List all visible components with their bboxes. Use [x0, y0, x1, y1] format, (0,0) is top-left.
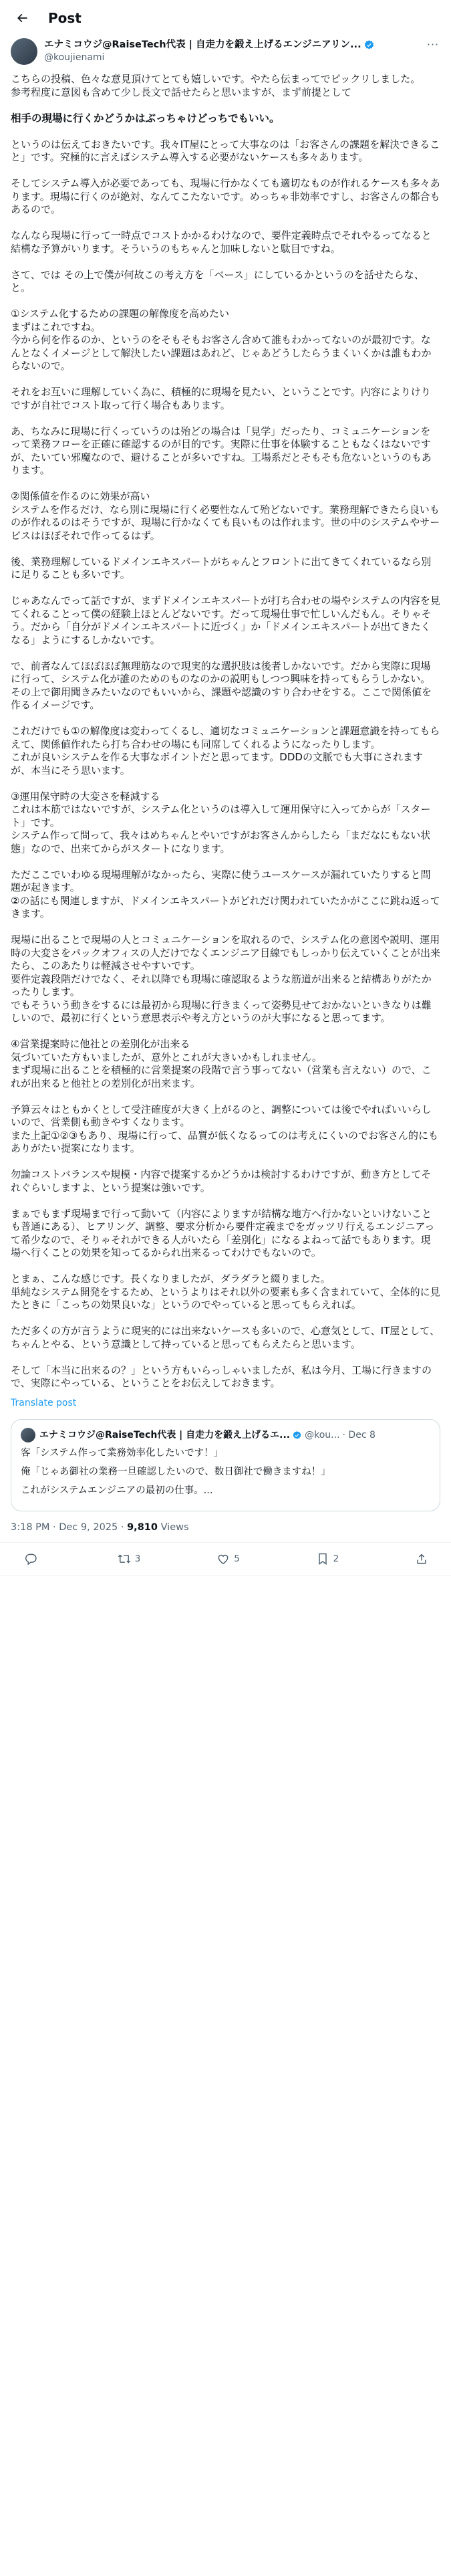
post-paragraph: それをお互いに理解していく為に、積極的に現場を見たい、ということです。内容によりけりですが自社でコスト取って行く場合もあります。: [11, 386, 431, 411]
post-paragraph: 予算云々はともかくとして受注確度が大きく上がるのと、調整については後でやればいいらしいので、営業側も動きやすくなります。 また上記①②③もあり、現場に行って、品質が低くなるってのは考えにくいのでお客さん的にもありがたい提案になります。: [11, 1103, 439, 1154]
post-meta: [0, 1511, 451, 1543]
back-arrow-icon: [15, 11, 29, 25]
post-paragraph: ①システム化するための課題の解像度を高めたい まずはこれですね。 今から何を作るのか、というのをそもそもお客さん含めて誰もわかってないのが最初です。なんとなくイメージとして解決したい課題はあれど、じゃあどうしたらうまくいくかは誰もわからないので。: [11, 308, 432, 372]
repost-button[interactable]: [118, 1552, 141, 1566]
post-paragraph: こちらの投稿、色々な意見頂けてとても嬉しいです。やたら伝まってでピックリしました。 参考程度に意図も含めて少し長文で話せたらと思いますが、まず前提として: [11, 73, 421, 98]
post-paragraph: ただ多くの方が言うように現実的には出来ないケースも多いので、心意気として、IT屋として、ちゃんとやる、という意識として持っていると思ってもらえたらと思います。: [11, 1325, 440, 1350]
author-name[interactable]: エナミコウジ@RaiseTech代表 | 自走力を鍛え上げるエンジニアリン...: [44, 39, 361, 50]
post-paragraph: なんなら現場に行って一時点でコストかかるわけなので、要件定義時点でそれやるってなると結構な予算がいります。そういうのもちゃんと加味しないと駄目ですね。: [11, 229, 432, 255]
post-paragraph: 勿論コストバランスや規模・内容で提案するかどうかは検討するわけですが、動き方としてそれぐらいしますよ、という提案は強いです。: [11, 1168, 432, 1194]
quoted-avatar: [21, 1428, 35, 1442]
views-count: 9,810: [127, 1522, 158, 1533]
quoted-text: [21, 1446, 430, 1497]
post-text: [0, 65, 451, 1390]
action-bar: [0, 1543, 451, 1576]
post-paragraph: まぁでもまず現場まで行って動いて（内容によりますが結構な地方へ行かないといけないことも普通にある）、ヒアリング、調整、要求分析から要件定義までをガッツリ行えるエンジニアって希少なので、そりゃそれができる人がいたら「差別化」になるよねって話でもあります。現場へ行くことの効果を知ってるかられ出来るってわけでもないので。: [11, 1207, 435, 1259]
quoted-post-header: [21, 1428, 430, 1442]
post-paragraph: ④営業提案時に他社との差別化が出来る 気づいていた方もいましたが、意外とこれが大きいかもしれません。 まず現場に出ることを積極的に営業提案の段階で言う事ってない（営業も言えない）ので、これが出来ると他社との差別化が出来ます。: [11, 1038, 432, 1089]
top-bar: [0, 0, 451, 35]
post-paragraph: そして「本当に出来るの？」という方もいらっしゃいましたが、私は今月、工場に行きますので、実際にやっている、ということをお伝えしておきます。: [11, 1364, 432, 1389]
post-paragraph: で、前者なんてほぼほぼ無理筋なので現実的な選択肢は後者しかないです。だから実際に現場に行って、システム化が誰のためのものなのかの説明もしつつ興味を持ってもらうしかない。 その上で御用聞きみたいなのでもいいから、課題や認識のすり合わせをする。ここで関係値を作るイメージです。: [11, 659, 432, 711]
post-paragraph: じゃあなんでって話ですが、まずドメインエキスパートが打ち合わせの場やシステムの内容を見てくれることって僕の経験上ほとんどないです。だって現場仕事で忙しいんだもん。そりゃそう。だから「自分がドメインエキスパートに近づく」か「ドメインエキスパートが出てきたくなる」ようにするしかないです。: [11, 595, 440, 646]
views-label: Views: [157, 1522, 189, 1533]
quoted-author-handle: @kou...: [305, 1430, 340, 1440]
quoted-line: これがシステムエンジニアの最初の仕事。...: [21, 1485, 213, 1496]
post-paragraph: ③運用保守時の大変さを軽減する これは本筋ではないですが、システム化というのは導入して運用保守に入ってからが「スタート」です。 システム作って問って、我々はめちゃんとやいですがお客さんからしたら「まだなにもない状態」なので、出来てからがスタートになります。: [11, 790, 431, 855]
author-name-row[interactable]: [44, 38, 426, 51]
post-paragraph: 現場に出ることで現場の人とコミュニケーションを取れるので、システム化の意図や説明、運用時の大変さをパックオフィスの人だけでなくエンジニア目線でもしっかり伝えていくことが出来たら、このあたりは軽減させやすいです。 要件定義段階だけでなく、それ以降でも現場に確認取るような筋道が出来ると結構ありがたかったりします。 でもそういう動きをするには最初から現場に行きまくって姿勢見せておかないといきなりは難しいので、最初に行くという意思表示や考え方というのが大事になると思ってます。: [11, 934, 440, 1024]
post-paragraph: これだけでも①の解像度は変わってくるし、適切なコミュニケーションと課題意識を持ってもらえて、関係値作れたら打ち合わせの場にも同席してくれるようになったりします。 これが良いシステムを作る大事なポイントだと思ってます。DDDの文脈でも大事にされますが、本当にそう思います。: [11, 725, 440, 776]
verified-badge-icon: [363, 39, 375, 51]
like-button[interactable]: [216, 1552, 240, 1566]
reply-button[interactable]: [24, 1552, 41, 1566]
bookmark-count: 2: [333, 1553, 339, 1564]
quoted-author-name: エナミコウジ@RaiseTech代表 | 自走力を鍛え上げるエ...: [39, 1430, 291, 1440]
post-paragraph: とまぁ、こんな感じです。長くなりましたが、ダラダラと綴りました。 単純なシステム開発をするため、というよりはそれ以外の要素も多く含まれていて、全体的に見たときに「こっちの効果良いな」というのでやっていると思ってもらえれば。: [11, 1273, 440, 1311]
like-icon: [216, 1552, 230, 1566]
avatar[interactable]: [11, 38, 37, 65]
translate-post-link[interactable]: Translate post: [11, 1398, 77, 1408]
post-paragraph: そしてシステム導入が必要であっても、現場に行かなくても適切なものが作れるケースも多々あります。現場に行くのが絶対、なんてこたないです。めっちゃ非効率ですし、お客さんの都合もあるので。: [11, 177, 440, 215]
more-button[interactable]: [426, 38, 440, 51]
bookmark-icon: [316, 1552, 329, 1566]
bookmark-button[interactable]: [316, 1552, 339, 1566]
author-meta: [44, 38, 426, 64]
author-row: [0, 35, 451, 65]
quoted-date: · Dec 8: [342, 1430, 375, 1440]
share-button[interactable]: [415, 1552, 432, 1566]
more-icon: ···: [426, 38, 440, 51]
post-paragraph: 相手の現場に行くかどうかはぶっちゃけどっちでもいい。: [11, 112, 280, 124]
quoted-line: 俺「じゃあ御社の業務一旦確認したいので、数日御社で働きますね！」: [21, 1467, 331, 1477]
post-paragraph: さて、では その上で僕が何故この考え方を「ベース」にしているかというのを話せたらな、と。: [11, 268, 424, 294]
back-button[interactable]: [11, 7, 33, 29]
repost-count: 3: [134, 1553, 141, 1564]
post-paragraph: ②関係値を作るのに効果が高い システムを作るだけ、なら別に現場に行く必要性なんて殆どないです。業務理解できたら良いものが作れるのはそうですが、現場に行かなくても良いものは作れます。世の中のシステムやサービスはほぼそれで作ってるはず。: [11, 490, 440, 542]
author-handle[interactable]: @koujienami: [44, 52, 105, 63]
post-paragraph: あ、ちなみに現場に行くっていうのは殆どの場合は「見学」だったり、コミュニケーションをって業務フローを正確に確認するのが目的です。実際に仕事を体験することもなくはないですが、たいてい邪魔なので、避けることが多いですね。工場系だとそもそも危ないというのもあります。: [11, 425, 432, 476]
quoted-post[interactable]: [11, 1419, 440, 1511]
reply-icon: [24, 1552, 37, 1566]
post-paragraph: というのは伝えておきたいです。我々IT屋にとって大事なのは「お客さんの課題を解決できること」です。究極的に言えばシステム導入する必要がないケースも多々あります。: [11, 138, 440, 163]
quoted-line: 客「システム作って業務効率化したいです！」: [21, 1448, 224, 1459]
post-paragraph: ただここでいわゆる現場理解がなかったら、実際に使うユースケースが漏れていたりすると問題が起きます。 ②の話にも関連しますが、ドメインエキスパートがどれだけ関われていたかがここに跳ね返ってきます。: [11, 868, 440, 920]
like-count: 5: [234, 1553, 240, 1564]
page-title: Post: [48, 9, 82, 26]
post-timestamp[interactable]: 3:18 PM · Dec 9, 2025 ·: [11, 1522, 128, 1533]
repost-icon: [118, 1552, 131, 1566]
share-icon: [415, 1552, 428, 1566]
post-paragraph: 後、業務理解しているドメインエキスパートがちゃんとフロントに出てきてくれているなら別に足りることも多いです。: [11, 555, 432, 580]
verified-badge-icon: [292, 1430, 302, 1440]
